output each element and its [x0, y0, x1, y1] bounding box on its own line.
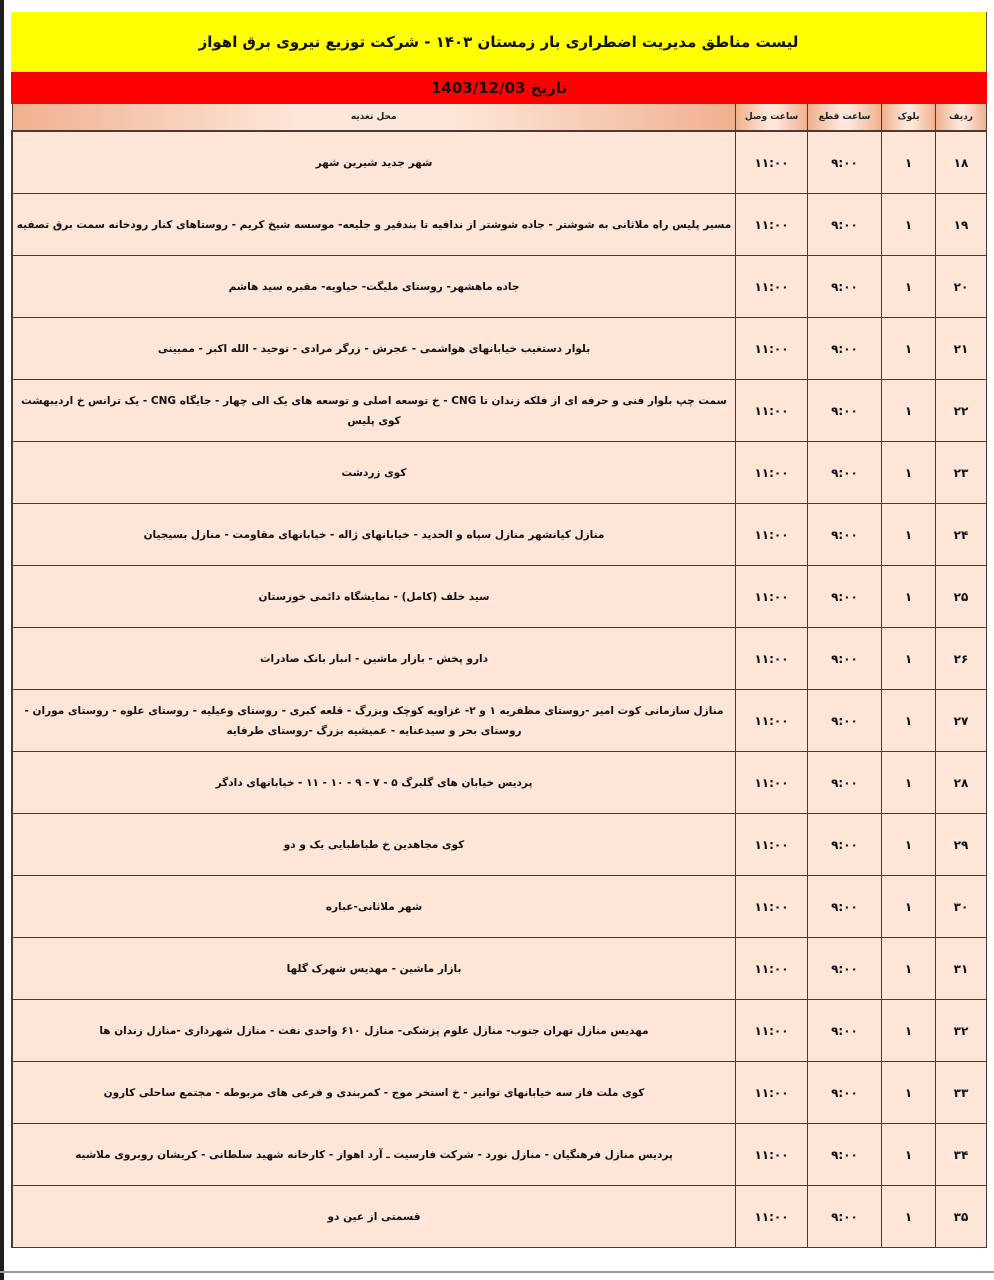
header-connect-time: ساعت وصل: [736, 104, 808, 131]
cell-connect-time: ۱۱:۰۰: [736, 194, 808, 256]
cell-cut-time: ۹:۰۰: [808, 256, 882, 318]
cell-location: مهدیس منازل تهران جنوب- منازل علوم پزشکی- منازل ۶۱۰ واحدی نفت - منازل شهرداری -منازل زندان ها: [12, 1000, 736, 1062]
table-row: [12, 566, 987, 628]
cell-cut-time: ۹:۰۰: [808, 194, 882, 256]
cell-block: ۱: [882, 131, 936, 194]
cell-block: ۱: [882, 566, 936, 628]
cell-block: ۱: [882, 1186, 936, 1248]
cell-block: ۱: [882, 938, 936, 1000]
cell-cut-time: ۹:۰۰: [808, 566, 882, 628]
cell-row-number: ۲۱: [936, 318, 987, 380]
cell-cut-time: ۹:۰۰: [808, 1124, 882, 1186]
cell-block: ۱: [882, 1124, 936, 1186]
cell-connect-time: ۱۱:۰۰: [736, 318, 808, 380]
cell-location: کوی ملت فاز سه خیابانهای توانیر - خ استخر موج - کمربندی و فرعی های مربوطه - مجتمع ساحلی کارون: [12, 1062, 736, 1124]
header-block: بلوک: [882, 104, 936, 131]
cell-connect-time: ۱۱:۰۰: [736, 938, 808, 1000]
cell-location: پردیس منازل فرهنگیان - منازل نورد - شرکت فارسیت ـ آرد اهواز - کارخانه شهید سلطانی - کریشان روبروی ملاشیه: [12, 1124, 736, 1186]
table-row: [12, 814, 987, 876]
cell-row-number: ۳۲: [936, 1000, 987, 1062]
outage-table: [11, 104, 987, 1248]
cell-cut-time: ۹:۰۰: [808, 442, 882, 504]
header-cut-time: ساعت قطع: [808, 104, 882, 131]
cell-block: ۱: [882, 380, 936, 442]
table-row: [12, 690, 987, 752]
left-edge-strip: [0, 0, 4, 1280]
cell-row-number: ۲۰: [936, 256, 987, 318]
cell-location: قسمتی از عین دو: [12, 1186, 736, 1248]
cell-row-number: ۲۸: [936, 752, 987, 814]
cell-cut-time: ۹:۰۰: [808, 690, 882, 752]
cell-block: ۱: [882, 752, 936, 814]
table-row: [12, 876, 987, 938]
cell-block: ۱: [882, 504, 936, 566]
table-row: [12, 380, 987, 442]
cell-row-number: ۲۲: [936, 380, 987, 442]
table-row: [12, 131, 987, 194]
outage-schedule-sheet: [11, 12, 987, 1248]
cell-row-number: ۲۴: [936, 504, 987, 566]
cell-block: ۱: [882, 1062, 936, 1124]
cell-cut-time: ۹:۰۰: [808, 1062, 882, 1124]
cell-block: ۱: [882, 1000, 936, 1062]
table-row: [12, 628, 987, 690]
cell-block: ۱: [882, 814, 936, 876]
cell-location: شهر ملاثانی-عباره: [12, 876, 736, 938]
cell-cut-time: ۹:۰۰: [808, 380, 882, 442]
cell-connect-time: ۱۱:۰۰: [736, 504, 808, 566]
cell-location: کوی زردشت: [12, 442, 736, 504]
cell-block: ۱: [882, 628, 936, 690]
bottom-divider: [0, 1271, 994, 1273]
cell-row-number: ۳۴: [936, 1124, 987, 1186]
cell-block: ۱: [882, 318, 936, 380]
cell-block: ۱: [882, 256, 936, 318]
cell-location: کوی مجاهدین خ طباطبایی یک و دو: [12, 814, 736, 876]
cell-connect-time: ۱۱:۰۰: [736, 690, 808, 752]
cell-connect-time: ۱۱:۰۰: [736, 1000, 808, 1062]
cell-row-number: ۳۱: [936, 938, 987, 1000]
cell-row-number: ۲۷: [936, 690, 987, 752]
cell-connect-time: ۱۱:۰۰: [736, 1124, 808, 1186]
cell-row-number: ۲۶: [936, 628, 987, 690]
table-header-row: [12, 104, 987, 131]
table-row: [12, 256, 987, 318]
cell-cut-time: ۹:۰۰: [808, 628, 882, 690]
cell-location: مسیر پلیس راه ملاثانی به شوشتر - جاده شوشتر از ندافیه تا بندقیر و جلیعه- موسسه شیخ کریم - روستاهای کنار رودخانه سمت برق تصفیه: [12, 194, 736, 256]
cell-location: منازل سازمانی کوت امیر -روستای مظفریه ۱ و ۲- غزاویه کوچک وبزرگ - قلعه کبری - روستای وعیلیه - روستای علوه - روستای موران - روستای بحر و سیدعنایه - عمیشیه بزرگ -روستای طرفایه: [12, 690, 736, 752]
header-location: محل تغذیه: [12, 104, 736, 131]
cell-connect-time: ۱۱:۰۰: [736, 1186, 808, 1248]
cell-connect-time: ۱۱:۰۰: [736, 380, 808, 442]
table-row: [12, 318, 987, 380]
cell-cut-time: ۹:۰۰: [808, 752, 882, 814]
table-row: [12, 194, 987, 256]
cell-row-number: ۳۳: [936, 1062, 987, 1124]
cell-connect-time: ۱۱:۰۰: [736, 1062, 808, 1124]
document-title: لیست مناطق مدیریت اضطراری بار زمستان ۱۴۰۳ - شرکت توزیع نیروی برق اهواز: [11, 12, 987, 72]
cell-connect-time: ۱۱:۰۰: [736, 814, 808, 876]
cell-cut-time: ۹:۰۰: [808, 938, 882, 1000]
table-row: [12, 1124, 987, 1186]
cell-block: ۱: [882, 194, 936, 256]
cell-connect-time: ۱۱:۰۰: [736, 442, 808, 504]
table-row: [12, 504, 987, 566]
cell-row-number: ۲۹: [936, 814, 987, 876]
cell-row-number: ۲۳: [936, 442, 987, 504]
cell-cut-time: ۹:۰۰: [808, 1000, 882, 1062]
cell-row-number: ۳۰: [936, 876, 987, 938]
cell-cut-time: ۹:۰۰: [808, 814, 882, 876]
cell-row-number: ۱۸: [936, 131, 987, 194]
cell-row-number: ۳۵: [936, 1186, 987, 1248]
header-row-number: ردیف: [936, 104, 987, 131]
table-row: [12, 938, 987, 1000]
cell-location: سمت چپ بلوار فنی و حرفه ای از فلکه زندان تا CNG - خ توسعه اصلی و توسعه های یک الی چهار - جایگاه CNG - یک ترانس خ اردیبهشت کوی پلیس: [12, 380, 736, 442]
table-row: [12, 1000, 987, 1062]
cell-block: ۱: [882, 690, 936, 752]
cell-connect-time: ۱۱:۰۰: [736, 752, 808, 814]
table-row: [12, 752, 987, 814]
cell-location: بازار ماشین - مهدیس شهرک گلها: [12, 938, 736, 1000]
cell-connect-time: ۱۱:۰۰: [736, 131, 808, 194]
cell-location: سید خلف (کامل) - نمایشگاه دائمی خوزستان: [12, 566, 736, 628]
table-body: [12, 131, 987, 1248]
cell-location: جاده ماهشهر- روستای ملیگت- حیاویه- مقبره سید هاشم: [12, 256, 736, 318]
table-row: [12, 442, 987, 504]
cell-location: شهر جدید شیرین شهر: [12, 131, 736, 194]
cell-row-number: ۲۵: [936, 566, 987, 628]
cell-connect-time: ۱۱:۰۰: [736, 566, 808, 628]
cell-location: دارو پخش - بازار ماشین - انبار بانک صادرات: [12, 628, 736, 690]
cell-row-number: ۱۹: [936, 194, 987, 256]
cell-location: پردیس خیابان های گلبرگ ۵ - ۷ - ۹ - ۱۰ - ۱۱ - خیابانهای دادگر: [12, 752, 736, 814]
cell-cut-time: ۹:۰۰: [808, 1186, 882, 1248]
cell-cut-time: ۹:۰۰: [808, 131, 882, 194]
cell-cut-time: ۹:۰۰: [808, 504, 882, 566]
table-row: [12, 1186, 987, 1248]
table-row: [12, 1062, 987, 1124]
cell-block: ۱: [882, 442, 936, 504]
cell-connect-time: ۱۱:۰۰: [736, 876, 808, 938]
cell-cut-time: ۹:۰۰: [808, 318, 882, 380]
cell-block: ۱: [882, 876, 936, 938]
date-banner: تاریخ 1403/12/03: [11, 72, 987, 104]
cell-cut-time: ۹:۰۰: [808, 876, 882, 938]
cell-location: منازل کیانشهر منازل سپاه و الحدید - خیابانهای ژاله - خیابانهای مقاومت - منازل بسیجیان: [12, 504, 736, 566]
cell-location: بلوار دستغیب خیابانهای هواشمی - عجرش - زرگر مرادی - توحید - الله اکبر - ممبینی: [12, 318, 736, 380]
cell-connect-time: ۱۱:۰۰: [736, 256, 808, 318]
cell-connect-time: ۱۱:۰۰: [736, 628, 808, 690]
